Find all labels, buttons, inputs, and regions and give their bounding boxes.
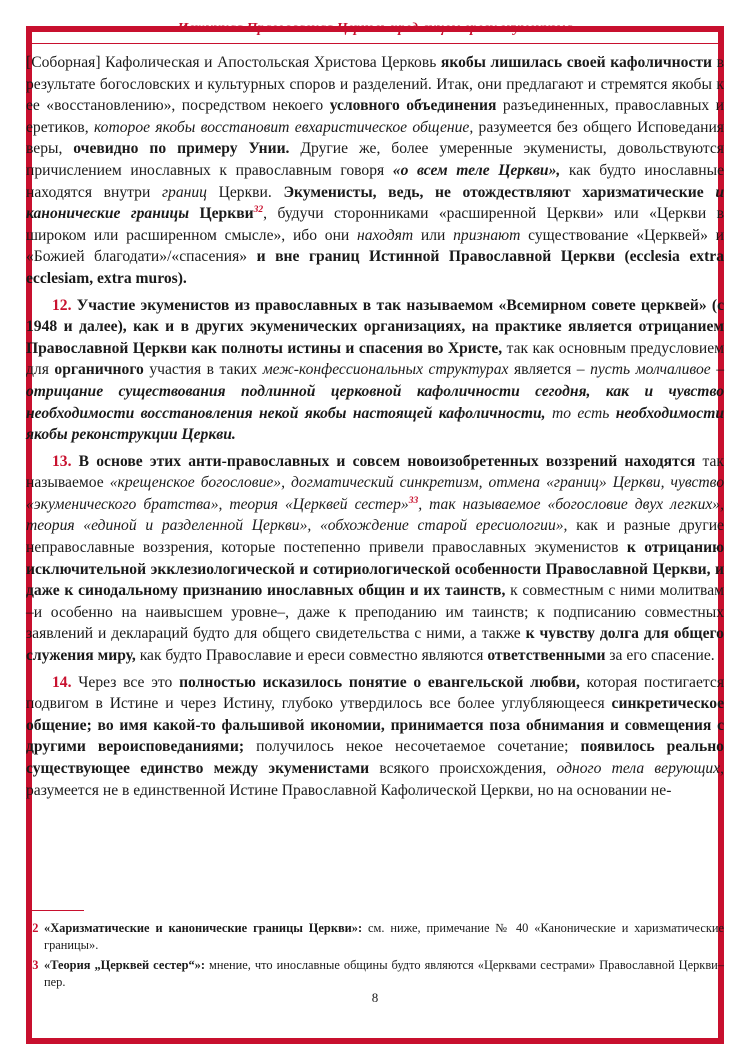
text-span: так называемое — [26, 452, 724, 492]
paragraph-1 — [26, 52, 724, 290]
italic-span: меж-конфессиональных структурах — [262, 361, 509, 379]
text-span: как будто инославные находятся внутри — [26, 161, 724, 201]
text-span: разумеется без общего Исповедания веры, — [26, 118, 724, 158]
bold-span: синкретическое общение; во имя какой-то фальшивой икономии, принимается поза обнимания и совмещения с другими вероисповеданиями; — [26, 695, 724, 756]
bold-italic-span: и канонические границы — [26, 183, 724, 223]
text-span: разъединенных, православных и еретиков, — [26, 97, 725, 136]
footnote-32 — [26, 920, 724, 953]
footnote-ref-33[interactable]: 33 — [408, 495, 419, 506]
text-span: – — [710, 361, 725, 379]
text-span: как будто Православие и ереси совместно являются — [135, 647, 488, 665]
italic-span: признают — [453, 226, 521, 244]
paragraph-number: 13. — [52, 452, 72, 470]
footnote-number: 32 — [26, 921, 39, 935]
text-span: к совместным с ними молитвам –и особенно на наивысшем уровне–, даже к преподанию им таинств; к подписанию совместных заявлений и деклараций будто для общего свидетельства с ними, а также — [26, 582, 724, 643]
paragraph-number: 14. — [52, 673, 72, 691]
text-span: всякого происхождения, — [369, 760, 557, 777]
text-span: является – — [508, 361, 591, 379]
italic-span: пусть молчаливое — [590, 361, 711, 379]
bold-span: к чувству долга для общего служения миру, — [26, 625, 724, 665]
paragraph-14 — [26, 672, 724, 802]
italic-span: которое якобы восстановит евхаристическое общение, — [93, 118, 474, 136]
italic-span: то есть — [545, 404, 616, 422]
italic-span: одного тела верующих — [556, 760, 721, 777]
text-span: которая постигается подвигом в Истине и через Истину, глубоко утвердилось все более углубляющееся — [26, 673, 724, 713]
bold-span: органичного — [54, 361, 144, 379]
bold-span: Церкви — [189, 205, 254, 223]
page-number: 8 — [371, 990, 379, 1005]
paragraph-13 — [26, 451, 724, 667]
paragraph-12 — [26, 295, 724, 446]
text-span: Церкви. — [206, 183, 284, 201]
bold-italic-span: отрицание существования подлинной церковной кафоличности сегодня, как и чувство необходимости восстановления некой якобы настоящей кафоличности, — [26, 382, 724, 422]
italic-span: «крещенское богословие», догматический синкретизм, отмена «границ» Церкви, чувство «экуменического братства», теория «Церквей сестер» — [26, 474, 725, 513]
text-span: за его спасение. — [605, 647, 715, 665]
footnote-title: «Теория „Церквей сестер“»: — [44, 958, 205, 972]
main-text — [26, 52, 724, 806]
italic-span: границ — [161, 183, 207, 201]
text-span: существование «Церквей» и «Божией благодати»/«спасения» — [26, 226, 724, 266]
footnote-rule — [26, 910, 84, 911]
text-span: участия в таких — [143, 361, 263, 379]
text-span: , разумеется не в единственной Истине Православной Кафолической Церкви, но на основании не- — [26, 760, 724, 799]
bold-span: и вне границ Истинной Православной Церкви (ecclesia extra ecclesiam, extra muros). — [26, 248, 724, 287]
bold-span: условного объединения — [329, 97, 497, 115]
footnotes — [26, 920, 724, 994]
footnote-title: «Харизматические и канонические границы Церкви»: — [44, 921, 363, 935]
bold-italic-span: необходимости якобы реконструкции Церкви. — [26, 404, 724, 444]
bold-span: Участие экуменистов из православных в так называемом «Всемирном совете церквей» (с 1948 и далее), как и в других экуменических организациях, на практике является отрицанием Православной Церкви как полноты истины и спасения во Христе, — [26, 296, 724, 357]
bold-span: к отрицанию исключительной экклезиологической и сотириологической особенности Православной Церкви, и даже к синодальному признанию инославных общин и их таинств, — [26, 539, 724, 600]
bold-span: Экуменисты, ведь, не отождествляют харизматические — [283, 183, 716, 201]
bold-span: В основе этих анти-православных и совсем новоизобретенных воззрений находятся — [71, 452, 696, 470]
text-span: [Соборная] Кафолическая и Апостольская Христова Церковь — [26, 54, 441, 71]
text-span: как и разные другие неправославные воззрения, которые постепенно привели православных экуменистов — [26, 517, 724, 557]
bold-italic-span: «о всем теле Церкви», — [392, 161, 561, 179]
paragraph-number: 12. — [52, 296, 72, 314]
italic-span: , так называемое «богословие двух легких», теория «единой и разделенной Церкви», «обхождение старой ересиологии», — [26, 495, 724, 535]
text-span: или — [413, 226, 454, 244]
bold-span: якобы лишилась своей кафоличности — [440, 54, 713, 71]
bold-span: очевидно по примеру Унии. — [73, 140, 290, 158]
text-span: так как основным предусловием для — [26, 339, 724, 379]
footnote-text: мнение, что инославные общины будто являются «Церквами сестрами» Православной Церкви–пер. — [44, 958, 724, 989]
header-rule — [30, 43, 720, 44]
text-span: в результате богословских и культурных споров и разделений. Итак, они предлагают и стремятся якобы к ее «восстановлению», посредством некоего — [26, 54, 724, 115]
bold-span: полностью исказилось понятие о евангельской любви, — [179, 673, 580, 691]
bold-span: ответственными — [487, 647, 606, 665]
footnote-text: см. ниже, примечание № 40 «Канонические и харизматические границы». — [44, 921, 725, 952]
text-span: , будучи сторонниками «расширенной Церкви» или «Церкви в широком или расширенном смысле», ибо они — [26, 205, 724, 244]
footnote-ref-32[interactable]: 32 — [253, 204, 264, 215]
footnote-33 — [26, 957, 724, 990]
text-span: получилось некое несочетаемое сочетание; — [244, 738, 581, 756]
italic-span: находят — [357, 226, 414, 244]
running-header: Истинная Православная Церковь пред лицом ереси экуменизма — [177, 21, 573, 36]
text-span: Другие же, более умеренные экуменисты, довольствуются причислением инославных к православным говоря — [26, 140, 724, 179]
text-span: Через все это — [71, 673, 180, 691]
bold-span: появилось реально существующее единство между экуменистами — [26, 738, 724, 777]
footnote-number: 33 — [26, 958, 39, 972]
